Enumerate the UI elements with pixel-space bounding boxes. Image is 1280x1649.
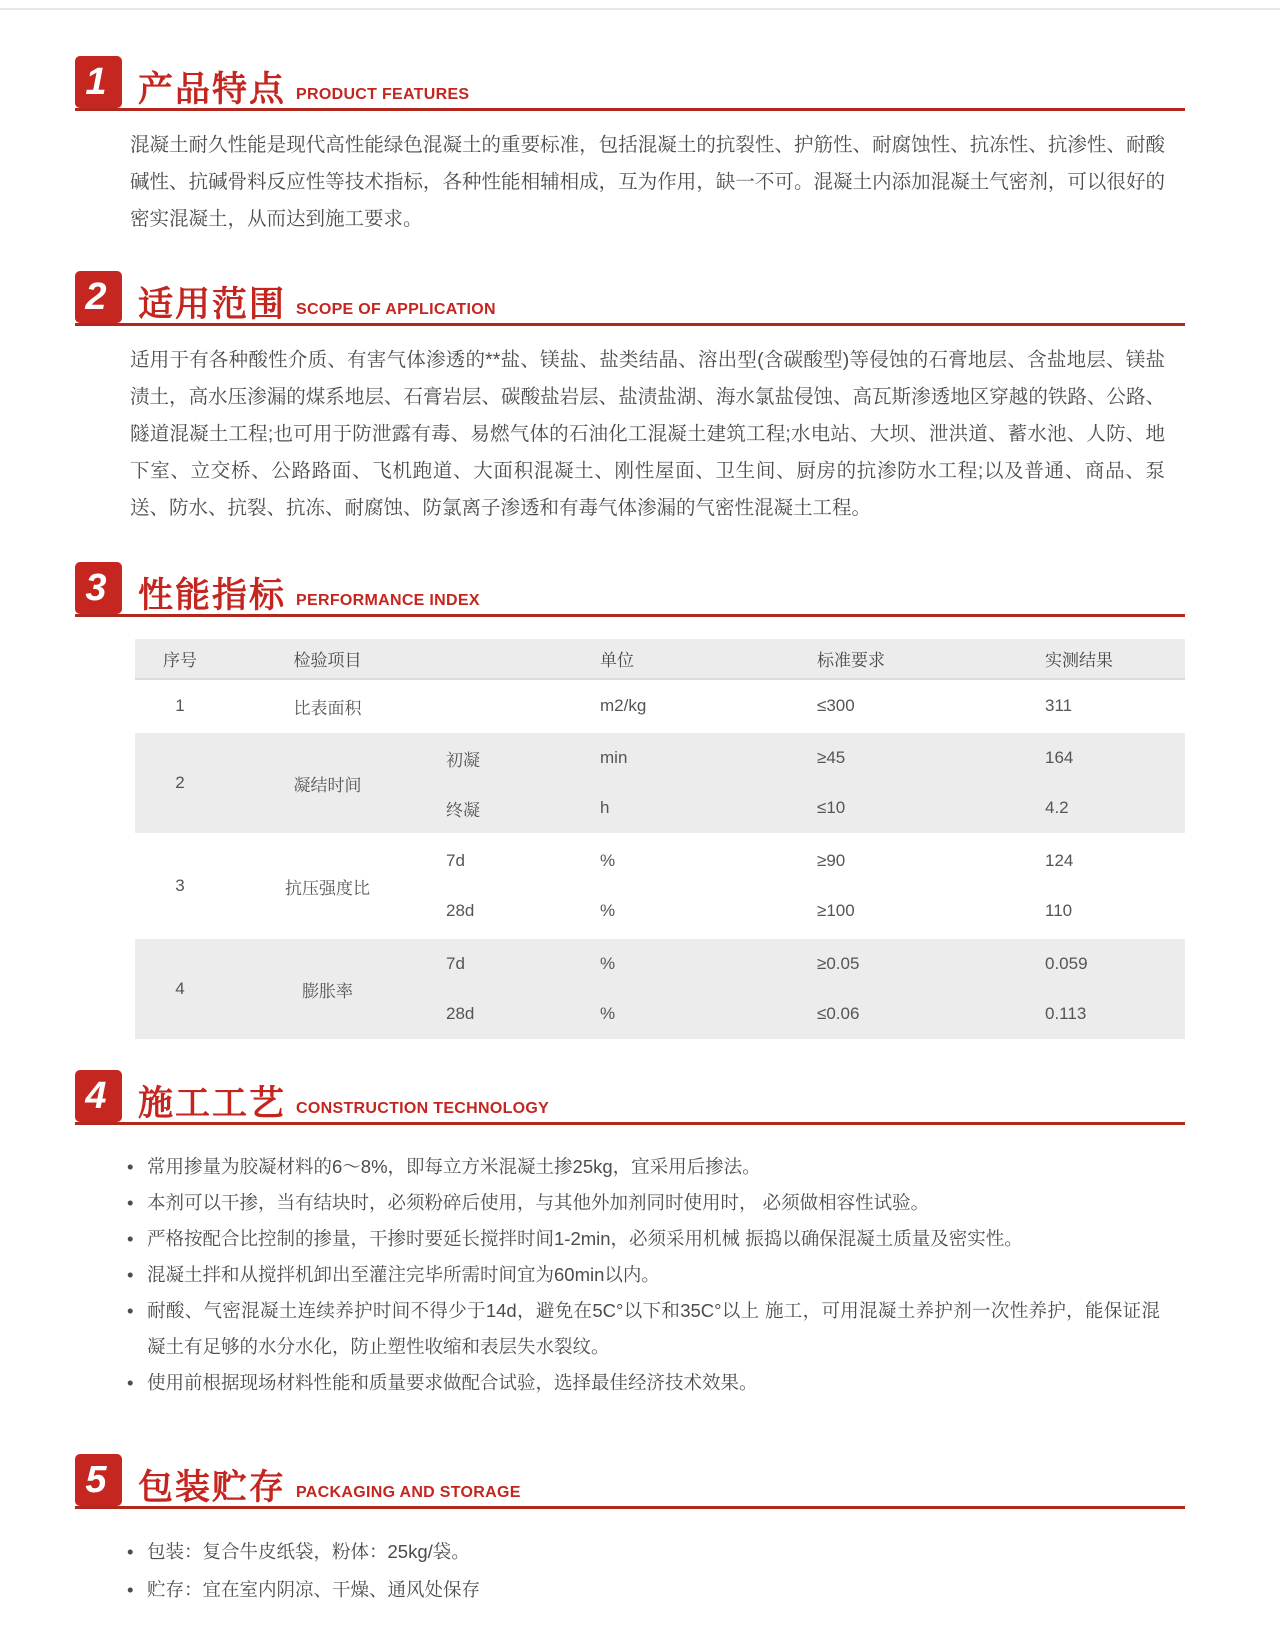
cell-result: 0.059: [1045, 954, 1088, 973]
cell-standard: ≤10: [817, 798, 846, 817]
section-title-en: PRODUCT FEATURES: [296, 86, 470, 103]
section-title-zh: 适用范围: [138, 285, 287, 324]
cell-subitem: 初凝: [446, 750, 480, 770]
cell-no: 3: [175, 876, 185, 895]
section-packaging-storage: [75, 1453, 1185, 1609]
cell-result: 0.113: [1045, 1004, 1087, 1023]
section-number-badge: [75, 1454, 122, 1506]
section-number: 4: [85, 1074, 107, 1117]
section-number: 3: [85, 566, 107, 609]
bullet-item: • 严格按配合比控制的掺量，干掺时要延长搅拌时间1-2min，必须采用机械 振捣以确保混凝土质量及密实性。: [125, 1221, 1160, 1257]
cell-unit: min: [600, 748, 628, 767]
cell-subitem: 终凝: [446, 800, 480, 820]
cell-no: 1: [175, 696, 185, 715]
product-spec-page: [0, 55, 1280, 1649]
cell-standard: ≤300: [817, 696, 855, 715]
table-row-group: [135, 836, 1185, 936]
section-performance-index: [75, 561, 1185, 1039]
col-header-item: 检验项目: [293, 651, 362, 670]
section-number: 2: [85, 275, 107, 318]
cell-subitem: 28d: [446, 1004, 475, 1023]
col-header-standard: 标准要求: [817, 651, 885, 670]
cell-result: 311: [1045, 696, 1073, 715]
cell-standard: ≥100: [817, 901, 855, 920]
product-features-paragraph: 混凝土耐久性能是现代高性能绿色混凝土的重要标准，包括混凝土的抗裂性、护筋性、耐腐蚀性、抗冻性、抗渗性、耐酸碱性、抗碱骨料反应性等技术指标，各种性能相辅相成，互为作用，缺一不可。混凝土内添加混凝土气密剂，可以很好的密实混凝土，从而达到施工要求。: [130, 134, 1165, 230]
col-header-subitem: [430, 639, 590, 678]
section-header: [75, 55, 1185, 111]
bullet-item: • 使用前根据现场材料性能和质量要求做配合试验，选择最佳经济技术效果。: [125, 1365, 1160, 1401]
col-header-unit: 单位: [600, 651, 634, 670]
cell-standard: ≥45: [817, 748, 846, 767]
section-title-zh: 包装贮存: [138, 1468, 287, 1507]
cell-unit: h: [600, 798, 610, 817]
section-number: 5: [85, 1458, 107, 1501]
cell-subitem: 7d: [446, 851, 465, 870]
section-title-en: PERFORMANCE INDEX: [296, 592, 480, 609]
cell-unit: m2/kg: [600, 696, 647, 715]
packaging-bullet-list: [125, 1533, 1160, 1609]
cell-result: 110: [1045, 901, 1073, 920]
section-header: [75, 1069, 1185, 1125]
cell-subitem: [430, 682, 590, 730]
cell-unit: %: [600, 1004, 616, 1023]
section-title-en: SCOPE OF APPLICATION: [296, 301, 496, 318]
bullet-item: • 耐酸、气密混凝土连续养护时间不得少于14d，避免在5C°以下和35C°以上 施工，可用混凝土养护剂一次性养护，能保证混凝土有足够的水分水化，防止塑性收缩和表层失水裂纹。: [125, 1293, 1160, 1365]
section-header: [75, 1453, 1185, 1509]
section-construction-technology: [75, 1069, 1185, 1401]
cell-standard: ≥0.05: [817, 954, 860, 973]
section-title-zh: 性能指标: [138, 576, 287, 615]
cell-item: 抗压强度比: [285, 878, 370, 898]
section-number: 1: [85, 60, 107, 103]
bullet-item: • 常用掺量为胶凝材料的6～8%，即每立方米混凝土掺25kg，宜采用后掺法。: [125, 1149, 1160, 1185]
page-top-divider: [0, 8, 1280, 10]
table-row-group: [135, 939, 1185, 1039]
section-number-badge: [75, 56, 122, 108]
col-header-result: 实测结果: [1045, 651, 1113, 670]
section-product-features: [75, 55, 1185, 238]
section-title-zh: 产品特点: [138, 70, 287, 109]
cell-standard: ≥90: [817, 851, 846, 870]
cell-unit: %: [600, 851, 616, 870]
cell-no: 2: [175, 773, 185, 792]
section-number-badge: [75, 271, 122, 323]
cell-standard: ≤0.06: [817, 1004, 860, 1023]
col-header-no: 序号: [163, 651, 197, 670]
cell-subitem: 7d: [446, 954, 465, 973]
cell-subitem: 28d: [446, 901, 475, 920]
cell-item: 凝结时间: [293, 775, 362, 795]
cell-item: 膨胀率: [302, 981, 353, 1001]
section-title-en: CONSTRUCTION TECHNOLOGY: [296, 1100, 550, 1117]
section-header: [75, 270, 1185, 326]
table-header-row: [135, 639, 1185, 680]
performance-table: [135, 639, 1185, 1039]
cell-result: 124: [1045, 851, 1074, 870]
section-number-badge: [75, 562, 122, 614]
bullet-item: • 贮存：宜在室内阴凉、干燥、通风处保存: [125, 1571, 1160, 1609]
table-row-group: [135, 682, 1185, 730]
bullet-item: • 本剂可以干掺，当有结块时，必须粉碎后使用，与其他外加剂同时使用时， 必须做相容性试验。: [125, 1185, 1160, 1221]
section-header: [75, 561, 1185, 617]
bullet-item: • 包装：复合牛皮纸袋，粉体：25kg/袋。: [125, 1533, 1160, 1571]
section-title-en: PACKAGING AND STORAGE: [296, 1484, 521, 1501]
construction-bullet-list: [125, 1149, 1160, 1401]
section-scope-of-application: [75, 270, 1185, 527]
cell-result: 164: [1045, 748, 1074, 767]
table-row-group: [135, 733, 1185, 833]
section-number-badge: [75, 1070, 122, 1122]
cell-unit: %: [600, 954, 616, 973]
cell-result: 4.2: [1045, 798, 1069, 817]
scope-paragraph: 适用于有各种酸性介质、有害气体渗透的**盐、镁盐、盐类结晶、溶出型(含碳酸型)等侵蚀的石膏地层、含盐地层、镁盐渍土，高水压渗漏的煤系地层、石膏岩层、碳酸盐岩层、盐渍盐湖、海水氯盐侵蚀、高瓦斯渗透地区穿越的铁路、公路、隧道混凝土工程;也可用于防泄露有毒、易燃气体的石油化工混凝土建筑工程;水电站、大坝、泄洪道、蓄水池、人防、地下室、立交桥、公路路面、飞机跑道、大面积混凝土、刚性屋面、卫生间、厨房的抗渗防水工程;以及普通、商品、泵送、防水、抗裂、抗冻、耐腐蚀、防氯离子渗透和有毒气体渗漏的气密性混凝土工程。: [130, 349, 1165, 519]
cell-unit: %: [600, 901, 616, 920]
section-title-zh: 施工工艺: [138, 1084, 287, 1123]
cell-no: 4: [175, 979, 185, 998]
cell-item: 比表面积: [293, 698, 362, 718]
bullet-item: • 混凝土拌和从搅拌机卸出至灌注完毕所需时间宜为60min以内。: [125, 1257, 1160, 1293]
